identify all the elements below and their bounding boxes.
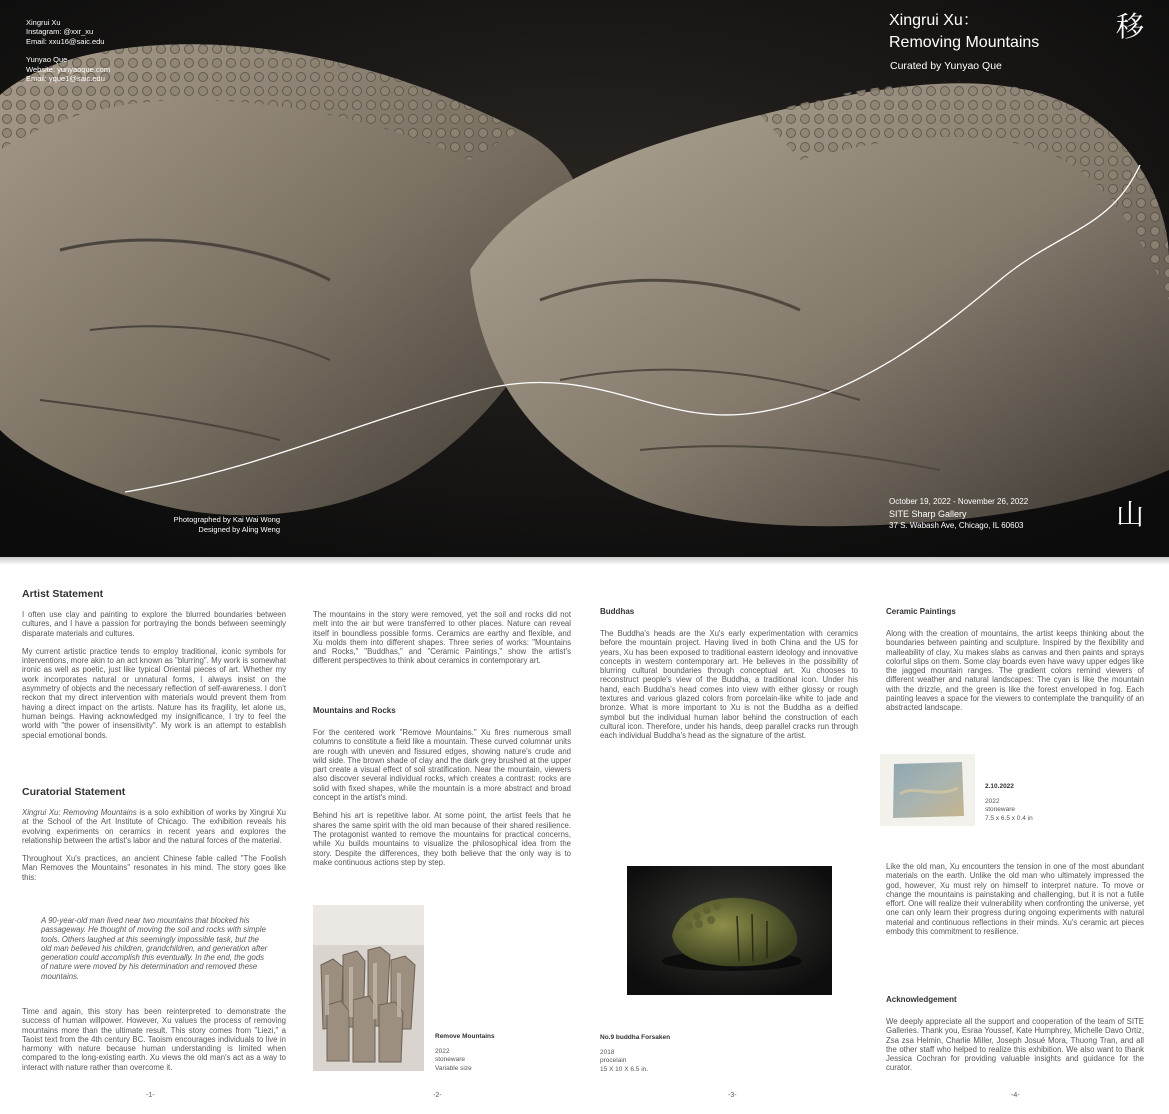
fable-quote: A 90-year-old man lived near two mountains that blocked his passageway. He thought of moving the soil and rocks with simple tools. Others laughed at this seemingly impossible task, but the old man believed his children, grandchildren, and generation after generation could accomplish this eventually. In the end, the gods of nature were moved by his determination and removed these mountains. bbox=[41, 916, 268, 981]
exhibition-info bbox=[889, 496, 1028, 532]
buddha-caption bbox=[600, 1034, 670, 1074]
artwork-year: 2018 bbox=[600, 1049, 615, 1057]
chinese-character-bottom: 山 bbox=[1116, 499, 1145, 530]
curatorial-statement-heading: Curatorial Statement bbox=[22, 786, 126, 798]
mountains-rocks-heading: Mountains and Rocks bbox=[313, 706, 396, 715]
artwork-year: 2022 bbox=[985, 798, 1000, 806]
ceramic-paintings-text bbox=[886, 629, 1144, 722]
title-line-2: Removing Mountains bbox=[889, 34, 1040, 51]
exhibition-name: Xingrui Xu: Removing Mountains bbox=[22, 808, 137, 817]
curated-by: Curated by Yunyao Que bbox=[890, 60, 1002, 72]
artwork-material: stoneware bbox=[435, 1056, 465, 1064]
ceramic-paintings-heading: Ceramic Paintings bbox=[886, 607, 956, 616]
clay-slab-image bbox=[880, 754, 975, 826]
contact-website: Website: yunyaoque.com bbox=[26, 64, 111, 74]
photo-credit: Photographed by Kai Wai Wong bbox=[173, 515, 280, 524]
contact-instagram: Instagram: @xxr_xu bbox=[26, 27, 94, 37]
buddhas-text bbox=[600, 629, 858, 750]
artwork-size: 15 X 10 X 6.5 in. bbox=[600, 1065, 649, 1073]
acknowledgement-text bbox=[886, 1017, 1144, 1082]
paragraph: I often use clay and painting to explore the blurred boundaries between cultures, and I have a passion for portraying the bonds between seemingly disparate materials and cultures. bbox=[22, 610, 286, 638]
contact-block bbox=[26, 18, 110, 83]
buddhas-heading: Buddhas bbox=[600, 607, 635, 616]
artist-statement-heading: Artist Statement bbox=[22, 588, 104, 600]
paragraph: Along with the creation of mountains, the artist keeps thinking about the boundaries between painting and sculpture. Inspired by the flexibility and malleability of clay, Xu makes slabs as canvas and then paints and sprays colorful slips on them. Some clay boards even have wavy upper edges like the jagged mountain ranges. The gradient colors remind viewers of different weather and natural landscapes: The cyan is like the mountain with the drizzle, and the green is like the forest enveloped in fog. Each painting leaves a space for the viewers to contemplate the tranquility of an abstracted landscape. bbox=[886, 629, 1144, 713]
exhibition-dates: October 19, 2022 - November 26, 2022 bbox=[889, 497, 1029, 506]
exhibition-title bbox=[889, 10, 1039, 54]
paragraph: Behind his art is repetitive labor. At some point, the artist feels that he shares the same spirit with the old man because of their shared resilience. The protagonist wanted to remove the mountains for practical concerns, while Xu builds mountains to visualize the philosophical idea from the story. Despite the differences, they both believe that the only way is to make continuous actions step by step. bbox=[313, 811, 571, 867]
contact-name: Yunyao Que bbox=[26, 55, 68, 65]
page-number: -2- bbox=[433, 1092, 442, 1099]
credits bbox=[130, 515, 280, 534]
artwork-title: Remove Mountains bbox=[435, 1033, 495, 1040]
exhibition-address: 37 S. Wabash Ave, Chicago, IL 60603 bbox=[889, 521, 1024, 530]
acknowledgement-heading: Acknowledgement bbox=[886, 995, 957, 1004]
paragraph: Like the old man, Xu encounters the tension in one of the most abundant materials on the earth. Unlike the old man who ultimately impressed the god, however, Xu must rely on himself to interpret nature. To move or change the mountains is painstaking and challenging, but it is not a futile effort. One will realize their vulnerability when confronting the universe, yet one can only learn their progress during ongoing experiments with natural material and continuous reflections in their minds. Xu's ceramic art pieces embody this commitment to resilience. bbox=[886, 862, 1144, 937]
artwork-year: 2022 bbox=[435, 1048, 450, 1056]
artwork-material: procelain bbox=[600, 1057, 627, 1065]
buddha-photo bbox=[627, 866, 832, 995]
page-number: -4- bbox=[1011, 1092, 1020, 1099]
paragraph-body: is a solo exhibition of works by Xingrui Xu at the School of the Art Institute of Chicago. The exhibition reveals his evolving experiments on ceramics in recent years and explores the relationship between the artist's labor and the natural forces of the material. bbox=[22, 808, 286, 845]
paragraph bbox=[22, 808, 286, 845]
ceramic-columns-image bbox=[313, 905, 424, 1071]
paragraph: Throughout Xu's practices, an ancient Chinese fable called "The Foolish Man Removes the Mountains" resonates in his mind. The story goes like this: bbox=[22, 854, 286, 882]
design-credit: Designed by Aling Weng bbox=[198, 524, 280, 534]
ceramic-painting-photo bbox=[880, 754, 975, 826]
chinese-character-top: 移 bbox=[1116, 11, 1145, 42]
remove-mountains-caption bbox=[435, 1033, 495, 1073]
paragraph: Time and again, this story has been reinterpreted to demonstrate the success of human willpower. However, Xu values the process of removing mountains more than the ultimate result. This story comes from "Liezi," a Taoist text from the 4th century BC. Taoism encourages individuals to live in harmony with nature because human understanding is limited when compared to the long-existing earth. Xu views the old man's act as a way to interact with nature rather than overcome it. bbox=[22, 1007, 286, 1072]
title-line-1: Xingrui Xu： bbox=[889, 12, 979, 29]
contact-name: Xingrui Xu bbox=[26, 18, 61, 27]
contact-email: Email: yque1@saic.edu bbox=[26, 74, 105, 84]
curatorial-statement-text-2 bbox=[22, 1007, 286, 1081]
paragraph: My current artistic practice tends to employ traditional, iconic symbols for interventions, more akin to an act known as "blurring". My work is somewhat ironic as well as poetic, just like typical Oriental pieces of art. Whether my work incorporates natural or unnatural forms, I always insist on the asymmetry of objects and the necessary reflection of self-awareness. I don't reckon that my direct intervention with materials would prevent them from having a direct impact on the artists. Nature has its fragility, let alone us, human beings. Having acknowledged my insignificance, I try to feel the world with "the power of insensitivity". My work is an attempt to establish special emotional bonds. bbox=[22, 646, 286, 740]
artwork-size: 7.5 x 6.5 x 0.4 in bbox=[985, 814, 1033, 822]
paragraph: For the centered work "Remove Mountains." Xu fires numerous small columns to constitute a field like a mountain. These curved columnar units are rough with uneven and fissured edges, showing nature's crude and wild side. The brown shade of clay and the dark grey brushed at the upper part create a visual effect of soil stratification. Near the mountain, viewers also discover several individual rocks, which creates a contrast: rocks are solid with fixed shapes, while the mountain is a more abstract and broad concept in the artist's mind. bbox=[313, 728, 571, 803]
intro-text bbox=[313, 610, 571, 675]
page-number: -3- bbox=[728, 1092, 737, 1099]
ceramic-painting-caption bbox=[985, 783, 1033, 823]
mountains-rocks-text bbox=[313, 728, 571, 876]
artist-statement-text bbox=[22, 610, 286, 749]
exhibition-venue: SITE Sharp Gallery bbox=[889, 509, 967, 519]
artwork-title: No.9 buddha Forsaken bbox=[600, 1034, 671, 1041]
artwork-material: stoneware bbox=[985, 806, 1015, 814]
page-divider bbox=[0, 557, 1169, 565]
contact-email: Email: xxu16@saic.edu bbox=[26, 36, 105, 46]
curatorial-statement-text bbox=[22, 808, 286, 891]
ceramic-paintings-text-2 bbox=[886, 862, 1144, 945]
page-number: -1- bbox=[146, 1092, 155, 1099]
paragraph: We deeply appreciate all the support and cooperation of the team of SITE Galleries. Thank you, Esraa Youssef, Kate Humphrey, Michelle Davo Ortiz, Zsa zsa Helmin, Charlie Miller, Joseph Josué Mora, Thuong Tran, and all the other staff who helped to realize this exhibition. We also want to thank Jessica Cochran for providing valuable insights and guidance for the curator. bbox=[886, 1017, 1144, 1073]
remove-mountains-photo bbox=[313, 905, 424, 1071]
green-buddha-head-image bbox=[627, 866, 832, 995]
artwork-size: Variable size bbox=[435, 1064, 472, 1072]
artwork-title: 2.10.2022 bbox=[985, 783, 1014, 790]
paragraph: The mountains in the story were removed, yet the soil and rocks did not melt into the air but were transferred to other places. Nature can reveal itself in boundless possible forms. Ceramics are earthy and flexible, and Xu molds them into different shapes. Three series of works: "Mountains and Rocks," "Buddhas," and "Ceramic Paintings," show the artist's different perspectives to think about ceramics in contemporary art. bbox=[313, 610, 571, 666]
paragraph: The Buddha's heads are the Xu's early experimentation with ceramics before the mountain project. Having lived in both China and the US for years, Xu has been exposed to traditional eastern ideology and innovative concepts in western contemporary art. He believes in the possibility of blurring cultural boundaries through conceptual art. Xu chooses to reconstruct people's view of the Buddha, a traditional icon. Under his hand, each Buddha's head comes into view with either glossy or rough textures and various glazed colors from porcelain-like white to jade and bronze. What is more important to Xu is not the Buddha as a deified symbol but the individual human labor behind the construction of each cultural icon. Therefore, under his hands, deep parallel cracks run through each individual Buddha's head as the signature of the artist. bbox=[600, 629, 858, 741]
